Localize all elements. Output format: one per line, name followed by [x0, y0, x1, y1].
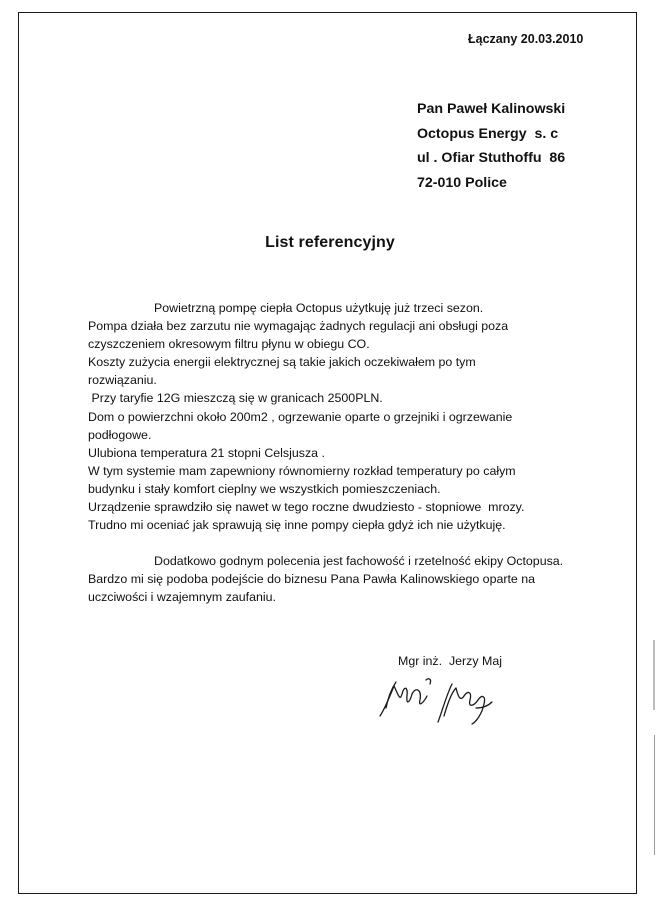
author-name: Mgr inż. Jerzy Maj	[398, 654, 502, 668]
letter-title: List referencyjny	[265, 234, 395, 251]
body-line: Dom o powierzchni około 200m2 , ogrzewanie oparte o grzejniki i ogrzewanie	[88, 409, 513, 424]
body-line: budynku i stały komfort cieplny we wszystkich pomieszczeniach.	[88, 481, 441, 496]
body-line: W tym systemie mam zapewniony równomierny rozkład temperatury po całym	[88, 463, 516, 478]
letter-date: Łączany 20.03.2010	[468, 32, 584, 46]
paragraph-gap	[88, 534, 608, 552]
body-line: Trudno mi oceniać jak sprawują się inne pompy ciepła gdyż ich nie użytkuję.	[88, 518, 506, 533]
body-line: rozwiązaniu.	[88, 373, 157, 388]
handwritten-signature	[372, 672, 502, 728]
body-line: Urządzenie sprawdziło się nawet w tego roczne dwudziesto - stopniowe mrozy.	[88, 500, 525, 515]
body-line: Powietrzną pompę ciepła Octopus użytkuję już trzeci sezon.	[154, 301, 484, 315]
body-line: czyszczeniem okresowym filtru płynu w obiegu CO.	[88, 337, 370, 352]
closing-line: uczciwości i wzajemnym zaufaniu.	[88, 590, 276, 605]
scan-edge-mark	[653, 640, 655, 710]
recipient-street: ul . Ofiar Stuthoffu 86	[417, 150, 566, 167]
recipient-company: Octopus Energy s. c	[417, 125, 559, 142]
body-line: Pompa działa bez zarzutu nie wymagając żadnych regulacji ani obsługi poza	[88, 319, 509, 334]
recipient-name: Pan Paweł Kalinowski	[417, 101, 566, 117]
scan-edge-mark	[654, 735, 655, 855]
closing-line: Bardzo mi się podoba podejście do biznesu Pana Pawła Kalinowskiego oparte na	[88, 572, 536, 587]
letter-body	[88, 299, 608, 607]
recipient-address	[417, 97, 565, 196]
recipient-city: 72-010 Police	[417, 175, 507, 192]
body-line: Koszty zużycia energii elektrycznej są takie jakich oczekiwałem po tym	[88, 355, 476, 370]
body-line: Przy taryfie 12G mieszczą się w granicach 2500PLN.	[88, 391, 383, 406]
body-line: Ulubiona temperatura 21 stopni Celsjusza .	[88, 445, 325, 460]
closing-line: Dodatkowo godnym polecenia jest fachowość i rzetelność ekipy Octopusa.	[154, 554, 564, 569]
body-line: podłogowe.	[88, 427, 152, 442]
